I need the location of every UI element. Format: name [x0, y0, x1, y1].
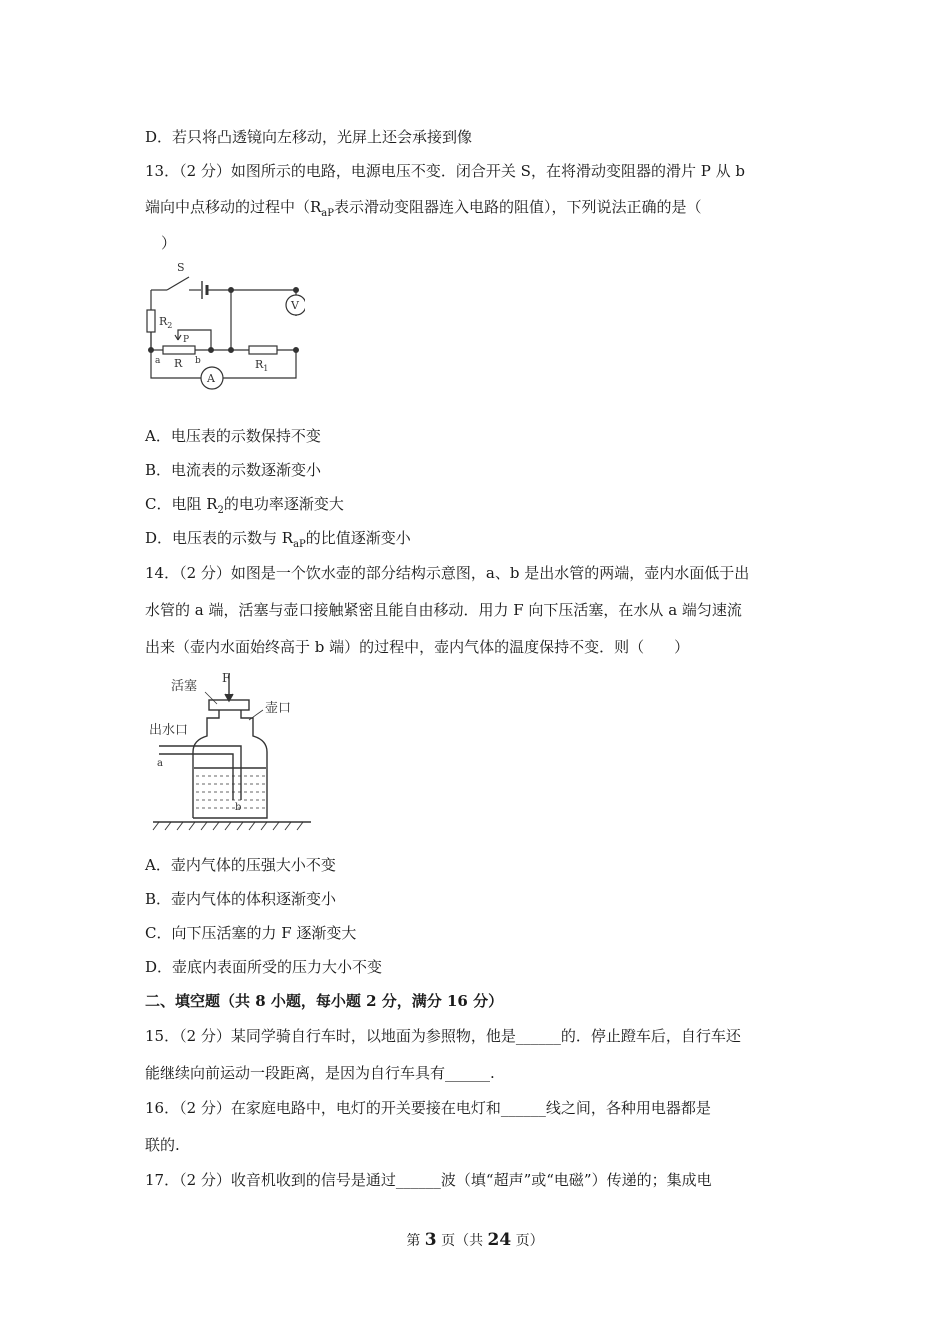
water-hatching: [196, 776, 265, 808]
q14-option-d: D．壶底内表面所受的压力大小不变: [145, 958, 383, 976]
kettle-left-wall: [193, 710, 219, 818]
q14-option-a: A．壶内气体的压强大小不变: [145, 856, 336, 874]
q13-stem-line2: [145, 197, 702, 224]
circuit-diagram: [145, 262, 305, 392]
resistor-r2: [147, 310, 155, 332]
rheostat-end-b: b: [195, 356, 201, 366]
q13-option-c-sub: 2: [217, 505, 224, 516]
total-pages: 24: [487, 1230, 512, 1250]
kettle-right-wall: [193, 710, 267, 818]
q13-option-c: [145, 494, 344, 521]
outlet-pipe-inner: [159, 754, 233, 800]
q13-option-c-a: C．电阻 R: [145, 495, 218, 513]
kettle-diagram: [145, 670, 315, 832]
q14-stem-line2: 水管的 a 端，活塞与壶口接触紧密且能自由移动．用力 F 向下压活塞，在水从 a 端匀速流: [145, 601, 742, 619]
q13-stem-line3: ）: [161, 234, 177, 252]
q13-stem-line2-a: 端向中点移动的过程中（R: [145, 198, 322, 216]
node-dot: [209, 348, 214, 353]
ground-hatch: [153, 822, 303, 830]
switch-blade: [167, 277, 189, 290]
node-dot: [229, 288, 234, 293]
section-2-title: 二、填空题（共 8 小题，每小题 2 分，满分 16 分）: [145, 992, 504, 1010]
mouth-leader: [249, 710, 263, 720]
q14-stem-line1: 14．（2 分）如图是一个饮水壶的部分结构示意图，a、b 是出水管的两端，壶内水面低于出: [145, 564, 750, 582]
piston-label: 活塞: [171, 679, 198, 694]
q16-line1: 16．（2 分）在家庭电路中，电灯的开关要接在电灯和______线之间，各种用电器都是: [145, 1099, 711, 1117]
q13-stem-line1: 13．（2 分）如图所示的电路，电源电压不变．闭合开关 S，在将滑动变阻器的滑片 P 从 b: [145, 162, 745, 180]
outlet-end-b: b: [235, 802, 242, 813]
q13-stem-line2-sub: aP: [321, 208, 334, 219]
switch-label: S: [177, 262, 185, 274]
voltmeter-label: V: [291, 299, 299, 312]
ammeter-label: A: [207, 372, 215, 385]
current-page: 3: [424, 1230, 437, 1250]
q17-line1: 17．（2 分）收音机收到的信号是通过______波（填“超声”或“电磁”）传递的；集成电: [145, 1171, 712, 1189]
resistor-r1: [249, 346, 277, 354]
q13-stem-line2-b: 表示滑动变阻器连入电路的阻值），下列说法正确的是（: [334, 198, 702, 216]
slider-label: P: [183, 335, 190, 345]
q16-line2: 联的.: [145, 1136, 180, 1154]
q13-option-d: [145, 528, 411, 555]
q12-option-d: D．若只将凸透镜向左移动，光屏上还会承接到像: [145, 128, 473, 146]
r2-label: $R_2$: [159, 315, 173, 330]
q15-line2: 能继续向前运动一段距离，是因为自行车具有______.: [145, 1064, 495, 1082]
q14-stem-line3: 出来（壶内水面始终高于 b 端）的过程中，壶内气体的温度保持不变．则（ ）: [145, 638, 690, 656]
node-dot: [229, 348, 234, 353]
q14-option-b: B．壶内气体的体积逐渐变小: [145, 890, 337, 908]
q13-option-c-b: 的电功率逐渐变大: [223, 495, 344, 513]
q13-option-b: B．电流表的示数逐渐变小: [145, 461, 322, 479]
rheostat-end-a: a: [155, 356, 161, 366]
rheostat-label: R: [174, 357, 183, 370]
outlet-label: 出水口: [149, 723, 189, 738]
q13-option-a: A．电压表的示数保持不变: [145, 427, 321, 445]
force-label: F: [222, 671, 231, 685]
node-dot: [294, 288, 299, 293]
q14-option-c: C．向下压活塞的力 F 逐渐变大: [145, 924, 357, 942]
mouth-label: 壶口: [265, 701, 292, 716]
q13-option-d-a: D．电压表的示数与 R: [145, 529, 294, 547]
rheostat-r: [163, 346, 195, 354]
node-dot: [294, 348, 299, 353]
page-footer: 第 3 页（共 24 页）: [406, 1230, 544, 1250]
wire-top-right: [207, 290, 296, 316]
r1-label: $R_1$: [255, 358, 269, 373]
q15-line1: 15．（2 分）某同学骑自行车时，以地面为参照物，他是______的．停止蹬车后，自行车还: [145, 1027, 741, 1045]
node-dot: [149, 348, 154, 353]
q13-option-d-b: 的比值逐渐变小: [305, 529, 411, 547]
outlet-end-a: a: [157, 758, 163, 769]
q13-option-d-sub: aP: [293, 539, 306, 550]
